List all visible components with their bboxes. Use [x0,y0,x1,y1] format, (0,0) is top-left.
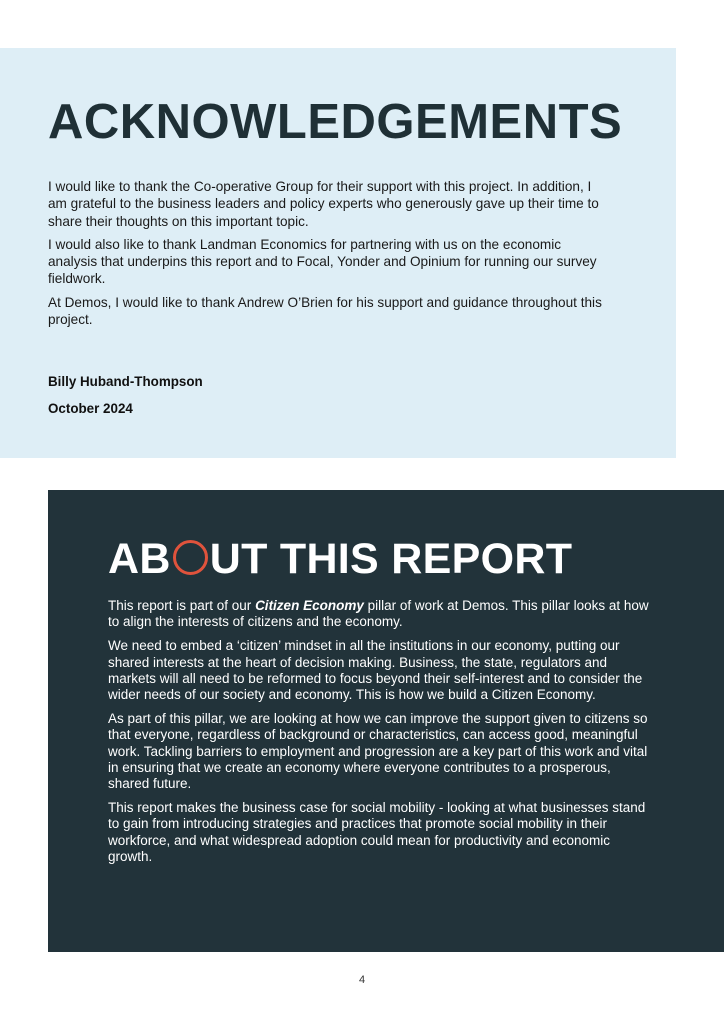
about-report-title [108,535,573,583]
about-title-part2: UT THIS REPORT [209,535,573,583]
about-report-body [108,598,654,873]
about-paragraph: We need to embed a ‘citizen’ mindset in all the institutions in our economy, putting our shared interests at the heart of decision making. Business, the state, regulators and markets will all need to be reformed to focus beyond their self-interest and to consider the wider needs of our society and economy. This is how we build a Citizen Economy. [108,638,643,703]
acknowledgements-paragraph: I would like to thank the Co-operative Group for their support with this project. In addition, I am grateful to the business leaders and policy experts who generously gave up their time to share their thoughts on this important topic. [48,179,599,229]
acknowledgements-body [48,178,608,334]
about-p1-text: This report is part of our [108,598,256,613]
author-name: Billy Huband-Thompson [48,374,203,389]
about-title-part1: AB [108,535,171,583]
about-paragraph [108,598,654,630]
about-paragraph: This report makes the business case for social mobility - looking at what businesses stand to gain from introducing strategies and practices that promote social mobility in their workforce, and what widespread adoption could mean for productivity and economic growth. [108,800,646,864]
about-p1-text-end: pillar of work at Demos. This pillar looks at how to align the interests of citizens and the economy. [108,598,649,630]
citizen-economy-emphasis: Citizen Economy [255,598,364,613]
page-number: 4 [358,974,366,986]
about-paragraph: As part of this pillar, we are looking at how we can improve the support given to citizens so that everyone, regardless of background or characteristics, can access good, meaningful work. Tackling barriers to employment and progression are a key part of this work and vital in ensuring that we create an economy where everyone contributes to a prosperous, shared future. [108,711,648,792]
acknowledgements-title: ACKNOWLEDGEMENTS [48,95,623,149]
demos-ring-icon [173,540,208,575]
acknowledgements-paragraph: I would also like to thank Landman Economics for partnering with us on the economic analysis that underpins this report and to Focal, Yonder and Opinium for running our survey fieldwork. [48,236,597,287]
report-date: October 2024 [48,401,133,416]
acknowledgements-paragraph: At Demos, I would like to thank Andrew O’Brien for his support and guidance throughout this project. [48,294,602,328]
